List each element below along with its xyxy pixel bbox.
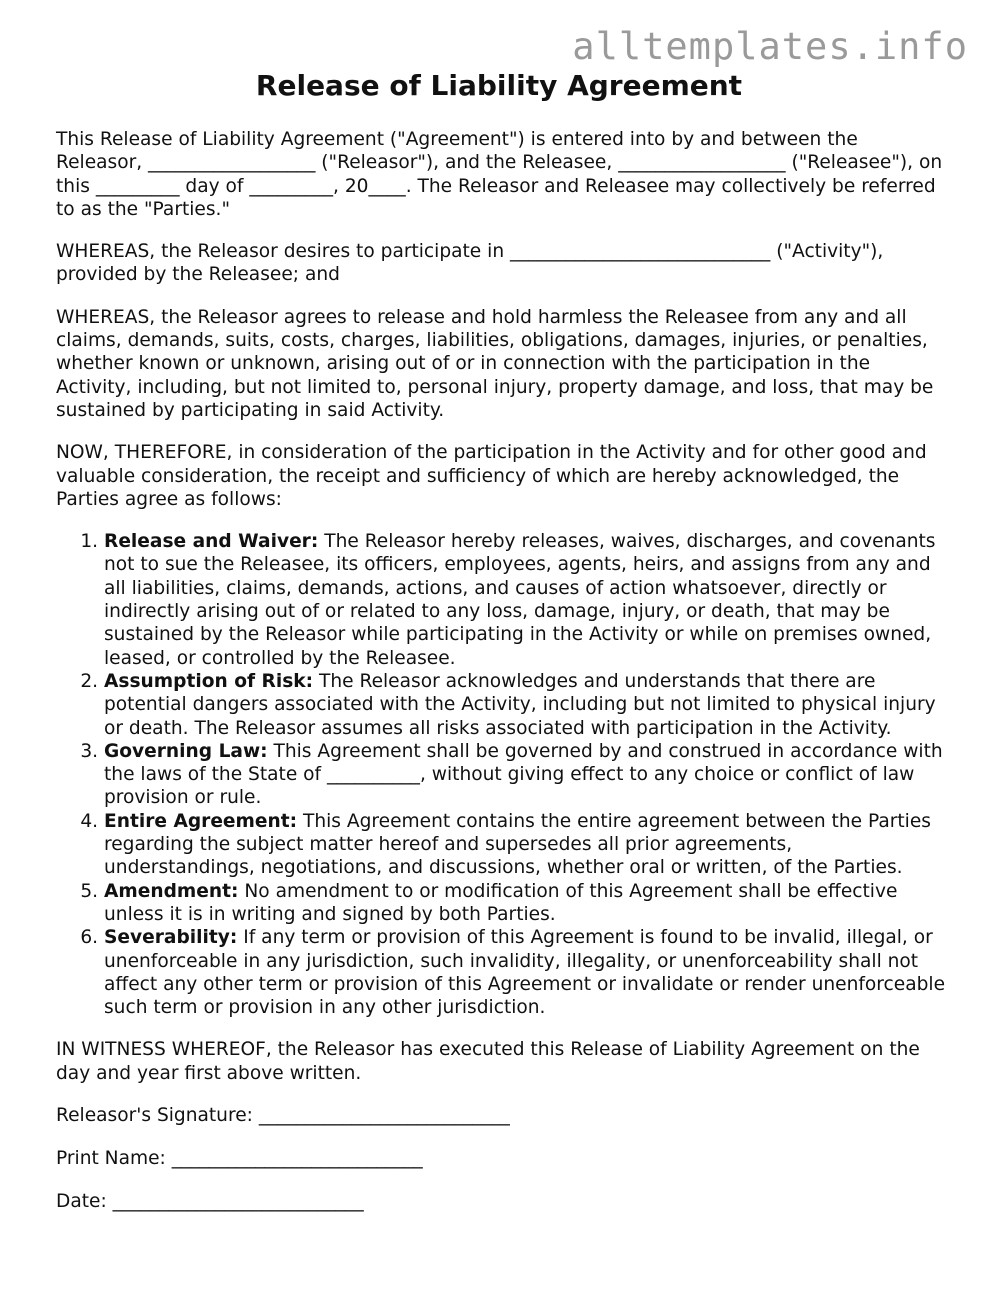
term-severability (104, 926, 946, 1019)
watermark: alltemplates.info (572, 25, 968, 68)
releasor-signature-line: Releasor's Signature: ___________________________ (56, 1104, 510, 1126)
whereas-activity-paragraph: WHEREAS, the Releasor desires to participate in ____________________________ ("Activity"), provided by the Releasee; and (56, 241, 884, 286)
term-text: If any term or provision of this Agreement is found to be invalid, illegal, or unenforceable in any jurisdiction, such invalidity, illegality, or unenforceability shall not affect any other term or provision of this Agreement or invalidate or render unenforceable such term or provision in any other jurisdiction. (104, 927, 946, 1019)
term-text: The Releasor acknowledges and understands that there are potential dangers associated with the Activity, including but not limited to physical injury or death. The Releasor assumes all risks associated with participation in the Activity. (104, 670, 936, 739)
term-assumption-of-risk (104, 670, 946, 740)
intro-paragraph: This Release of Liability Agreement ("Agreement") is entered into by and between the Releasor, __________________ ("Releasor"), and the Releasee, __________________ ("Releasee"), on this _________ day of _________, 20____. The Releasor and Releasee may collectively be referred to as the "Parties." (56, 129, 943, 220)
now-therefore-paragraph: NOW, THEREFORE, in consideration of the participation in the Activity and for other good and valuable consideration, the receipt and sufficiency of which are hereby acknowledged, the Parties agree as follows: (56, 442, 927, 510)
term-amendment (104, 880, 946, 927)
document-title: Release of Liability Agreement (255, 69, 743, 102)
term-text: This Agreement shall be governed by and construed in accordance with the laws of the State of __________, without giving effect to any choice or conflict of law provision or rule. (104, 740, 943, 809)
witness-paragraph: IN WITNESS WHEREOF, the Releasor has executed this Release of Liability Agreement on the day and year first above written. (56, 1039, 920, 1084)
date-line: Date: ___________________________ (56, 1190, 364, 1212)
term-heading: Assumption of Risk: (104, 670, 314, 692)
term-release-and-waiver (104, 530, 946, 670)
term-governing-law (104, 740, 946, 810)
term-text: This Agreement contains the entire agreement between the Parties regarding the subject matter hereof and supersedes all prior agreements, understandings, negotiations, and discussions, whether oral or written, of the Parties. (104, 810, 931, 879)
term-text: The Releasor hereby releases, waives, discharges, and covenants not to sue the Releasee, its officers, employees, agents, heirs, and assigns from any and all liabilities, claims, demands, actions, and causes of action whatsoever, directly or indirectly arising out of or related to any loss, damage, injury, or death, that may be sustained by the Releasor while participating in the Activity or while on premises owned, leased, or controlled by the Releasee. (104, 531, 936, 669)
term-heading: Severability: (104, 927, 238, 949)
document-body (56, 128, 946, 1233)
term-heading: Amendment: (104, 880, 239, 902)
term-heading: Release and Waiver: (104, 531, 319, 553)
term-heading: Entire Agreement: (104, 810, 298, 832)
terms-list (56, 530, 946, 1019)
term-text: No amendment to or modification of this Agreement shall be effective unless it is in writing and signed by both Parties. (104, 880, 898, 925)
whereas-release-paragraph: WHEREAS, the Releasor agrees to release and hold harmless the Releasee from any and all claims, demands, suits, costs, charges, liabilities, obligations, damages, injuries, or penalties, whether known or unknown, arising out of or in connection with the participation in the Activity, including, but not limited to, personal injury, property damage, and loss, that may be sustained by participating in said Activity. (56, 306, 934, 421)
term-heading: Governing Law: (104, 740, 268, 762)
term-entire-agreement (104, 810, 946, 880)
print-name-line: Print Name: ___________________________ (56, 1147, 423, 1169)
